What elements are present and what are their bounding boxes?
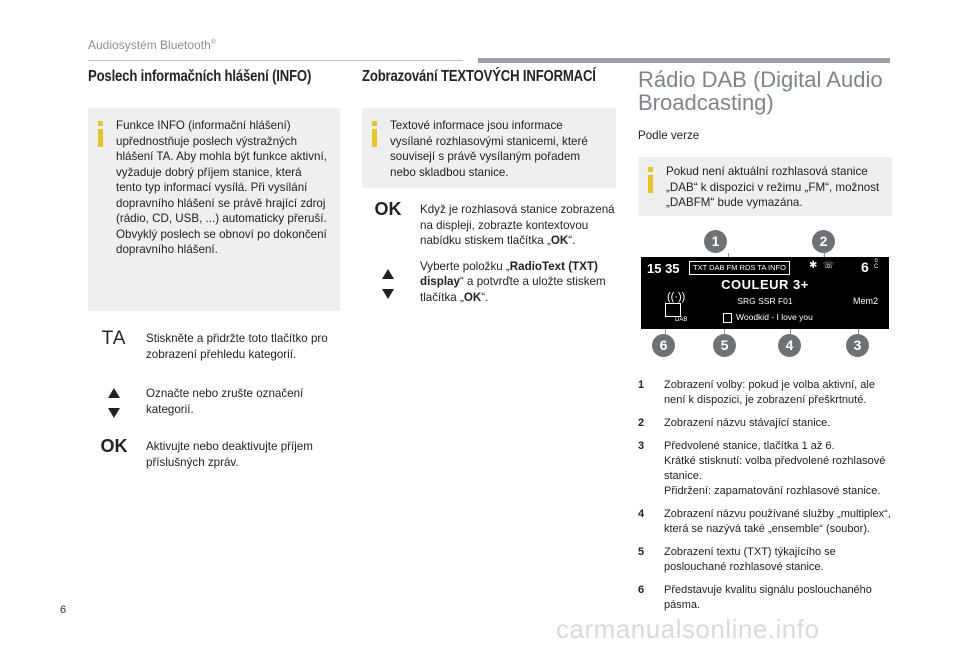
info-icon — [370, 121, 380, 147]
bluetooth-icon: ✱ — [809, 260, 818, 271]
instruction-text: Vyberte položku „RadioText (TXT) display“ a potvrďte a uložte stiskem tlačítka „OK“. — [420, 259, 606, 304]
up-down-arrows-icon — [368, 259, 408, 299]
info-note-box — [88, 108, 340, 311]
instruction-row-ok — [88, 436, 340, 470]
preset-number: 6 — [861, 259, 869, 275]
instruction-row-arrows — [362, 259, 616, 306]
list-item: 4 Zobrazení názvu používané služby „multiplex“, která se nazývá také „ensemble“ (soubor). — [638, 508, 891, 535]
clock-readout: 15 35 — [647, 261, 680, 276]
column-info-messages — [88, 68, 340, 470]
radio-screen — [641, 257, 889, 329]
dab-label: DAB — [675, 317, 688, 323]
callout-badge: 3 — [846, 334, 869, 357]
instruction-row-ta — [88, 328, 340, 362]
header-divider-left — [88, 60, 463, 61]
list-item: 5 Zobrazení textu (TXT) týkajícího se poslouchané rozhlasové stanice. — [638, 546, 836, 573]
info-note-text: Funkce INFO (informační hlášení) upřednostňuje poslech výstražných hlášení TA. Aby mohla být funkce aktivní, vyžaduje dobrý příjem stanice, která tento typ informací vysílá. Při vysílání dopravního hlášení se právě hrající zdroj (rádio, CD, USB, ...) automaticky přeruší. Obvyklý poslech se obnoví po dokončení dopravního hlášení. — [116, 119, 327, 256]
ok-button-icon: OK — [374, 199, 402, 219]
multiplex-name: SRG SSR F01 — [737, 296, 793, 306]
watermark: carmanualsonline.info — [556, 614, 820, 644]
header-title: Audiosystém Bluetooth® — [88, 38, 216, 52]
list-item: 2 Zobrazení názvu stávající stanice. — [638, 417, 831, 429]
signal-icon: ((·)) — [667, 291, 686, 303]
callout-badge: 6 — [652, 334, 675, 357]
list-item: 1 Zobrazení volby: pokud je volba aktivní, ale není k dispozici, je zobrazení přeškrtnuté. — [638, 379, 875, 406]
info-icon — [646, 167, 656, 193]
section-heading-info: Poslech informačních hlášení (INFO) — [88, 68, 312, 85]
list-item: 3 Předvolené stanice, tlačítka 1 až 6. Krátké stisknutí: volba předvolené rozhlasové stanice. Přidržení: zapamatování rozhlasové stanice. — [638, 440, 886, 497]
dab-display-diagram — [638, 229, 892, 364]
instruction-row-ok — [362, 199, 616, 249]
radio-text: Woodkid - I love you — [736, 312, 813, 322]
column-text-info — [362, 68, 616, 305]
version-note: Podle verze — [638, 129, 700, 142]
info-note-text: Pokud není aktuální rozhlasová stanice „DAB“ k dispozici v režimu „FM“, možnost „DABFM“ bude vymazána. — [666, 165, 880, 209]
text-icon — [723, 313, 732, 323]
info-note-box — [638, 157, 892, 216]
section-heading-text-info: Zobrazování TEXTOVÝCH INFORMACÍ — [362, 68, 596, 85]
ta-button-icon: TA — [101, 328, 127, 349]
instruction-text: Označte nebo zrušte označení kategorií. — [146, 387, 304, 416]
instruction-row-arrows — [88, 386, 340, 417]
info-icon — [96, 121, 106, 147]
memory-slot: Mem2 — [853, 296, 879, 306]
column-dab-radio — [638, 68, 892, 621]
phone-icon: ☏ — [823, 260, 835, 270]
callout-badge: 2 — [812, 230, 835, 253]
page-number: 6 — [60, 604, 67, 616]
callout-badge: 1 — [704, 230, 727, 253]
display-legend-list — [638, 378, 892, 613]
info-note-text: Textové informace jsou informace vysílané rozhlasovými stanicemi, které souvisejí s právě vysílaným pořadem nebo skladbou stanice. — [390, 119, 588, 179]
callout-badge: 4 — [778, 334, 801, 357]
station-name: COULEUR 3+ — [721, 277, 809, 292]
instruction-text: Aktivujte nebo deaktivujte příjem příslušných zpráv. — [146, 440, 313, 469]
band-indicators: TXT DAB FM RDS TA INFO — [689, 261, 790, 275]
list-item: 6 Představuje kvalitu signálu poslouchaného pásma. — [638, 584, 872, 611]
instruction-text: Když je rozhlasová stanice zobrazená na displeji, zobrazte kontextovou nabídku stiskem tlačítka „OK“. — [420, 203, 615, 247]
header-divider-right — [478, 58, 890, 63]
info-note-box — [362, 108, 616, 188]
temperature-unit: o C — [874, 258, 879, 270]
ok-button-icon: OK — [100, 436, 128, 456]
callout-badge: 5 — [713, 334, 736, 357]
instruction-text: Stiskněte a přidržte toto tlačítko pro zobrazení přehledu kategorií. — [146, 332, 328, 361]
section-heading-dab: Rádio DAB (Digital Audio Broadcasting) — [638, 67, 883, 115]
up-down-arrows-icon — [94, 386, 134, 418]
